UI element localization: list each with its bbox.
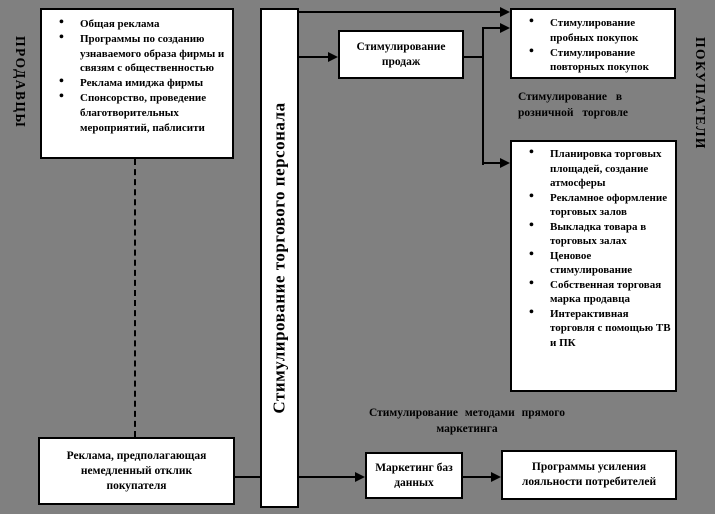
connector-branch-down — [483, 162, 501, 164]
sales-force-stimulation-box — [260, 8, 299, 508]
list-item: • Спонсорство, проведение благотворительных мероприятий, паблисити — [42, 91, 228, 135]
connector-to-loyalty — [463, 476, 492, 478]
connector-to-database — [299, 476, 356, 478]
list-item: • Стимулирование повторных покупок — [512, 46, 670, 76]
connector-to-sales-promotion — [299, 56, 329, 58]
connector-top — [299, 11, 501, 13]
arrowhead-icon — [491, 472, 501, 482]
database-marketing-box: Маркетинг баз данных — [365, 452, 463, 499]
direct-marketing-label: Стимулирование методами прямого маркетинга — [369, 407, 565, 435]
sales-promotion-box: Стимулирование продаж — [338, 30, 464, 79]
list-item: • Собственная торговая марка продавца — [512, 278, 671, 307]
purchase-stimulation-list — [512, 16, 674, 75]
arrowhead-icon — [328, 52, 338, 62]
buyers-label: ПОКУПАТЕЛИ — [693, 37, 708, 150]
dashed-connector — [134, 159, 136, 437]
loyalty-programs-box: Программы усиления лояльности потребителей — [501, 450, 677, 500]
list-item: • Ценовое стимулирование — [512, 249, 671, 278]
list-item: • Программы по созданию узнаваемого образа фирмы и связям с общественностью — [42, 32, 228, 76]
seller-communications-box — [40, 8, 234, 159]
connector-branch-up — [483, 27, 501, 29]
list-item: • Планировка торговых площадей, создание атмосферы — [512, 147, 671, 191]
sellers-label: ПРОДАВЦЫ — [13, 36, 28, 129]
arrowhead-icon — [355, 472, 365, 482]
list-item: • Рекламное оформление торговых залов — [512, 191, 671, 220]
sales-force-stimulation-label: Стимулирование торгового персонала — [269, 102, 289, 414]
seller-communications-list — [42, 17, 232, 135]
retail-tools-list — [512, 147, 675, 350]
arrowhead-icon — [500, 7, 510, 17]
connector-bottom-left — [235, 476, 260, 478]
purchase-stimulation-box — [510, 8, 676, 79]
direct-response-ad-box: Реклама, предполагающая немедленный отклик покупателя — [38, 437, 235, 505]
connector-sales-out — [464, 56, 483, 58]
retail-trade-label: Стимулирование в розничной торговле — [518, 91, 629, 119]
list-item: • Реклама имиджа фирмы — [42, 76, 228, 91]
arrowhead-icon — [500, 158, 510, 168]
arrowhead-icon — [500, 23, 510, 33]
retail-tools-box — [510, 140, 677, 392]
list-item: • Стимулирование пробных покупок — [512, 16, 670, 46]
list-item: • Выкладка товара в торговых залах — [512, 220, 671, 249]
list-item: • Интерактивная торговля с помощью ТВ и ПК — [512, 307, 671, 351]
connector-branch-vertical — [482, 27, 484, 165]
list-item: • Общая реклама — [42, 17, 228, 32]
